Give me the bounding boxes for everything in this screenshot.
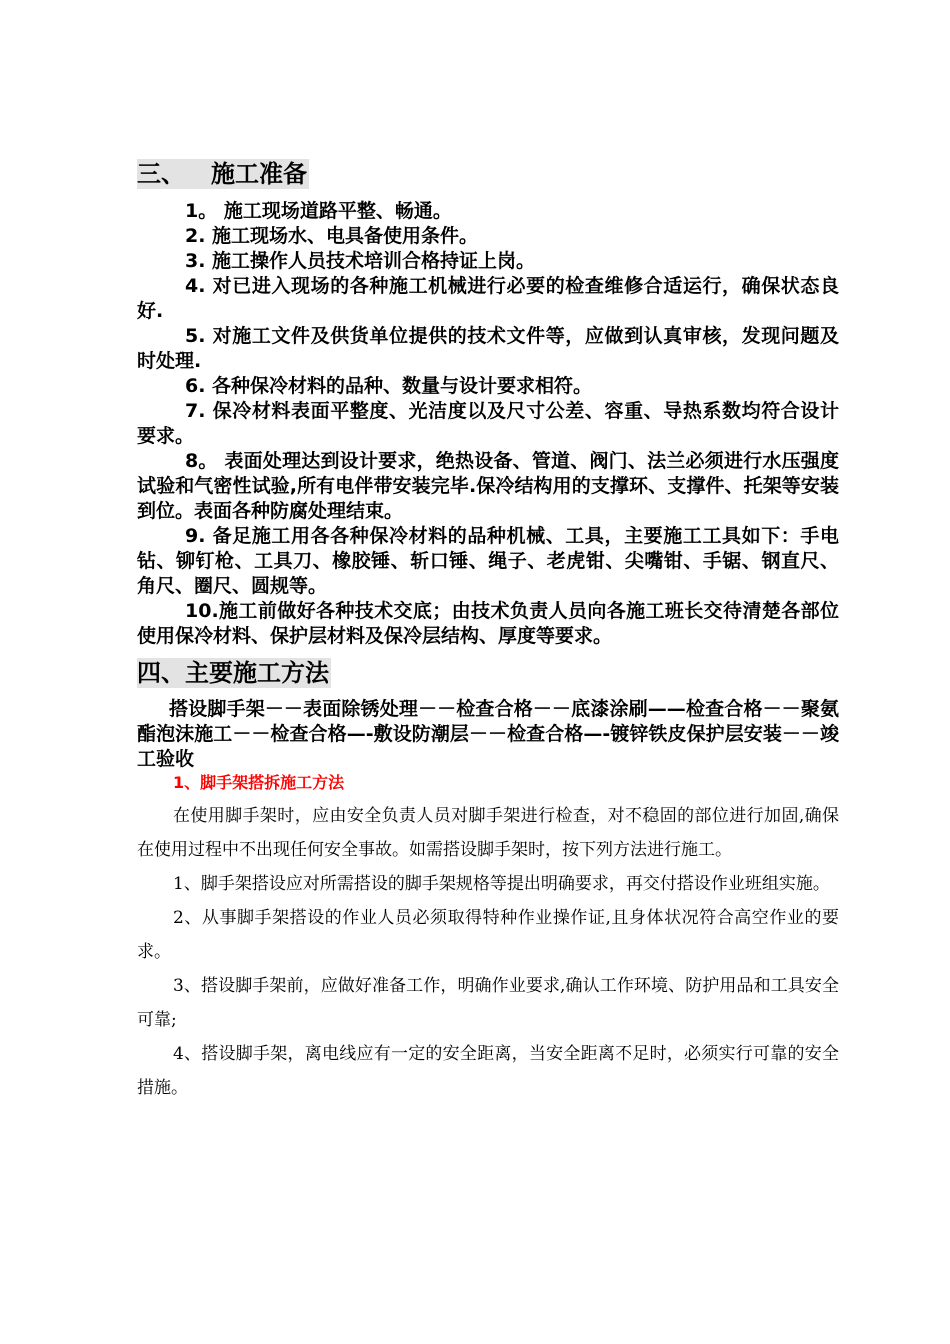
- prep-item-8: 8。 表面处理达到设计要求，绝热设备、管道、阀门、法兰必须进行水压强度试验和气密性试验,所有电伴带安装完毕.保冷结构用的支撑环、支撑件、托架等安装到位。表面各种防腐处理结束。: [137, 450, 839, 522]
- scaffold-paragraph-2: 2、从事脚手架搭设的作业人员必须取得特种作业操作证,且身体状况符合高空作业的要求。: [137, 908, 839, 962]
- scaffold-paragraph-4: 4、搭设脚手架，离电线应有一定的安全距离，当安全距离不足时，必须实行可靠的安全措施。: [137, 1044, 839, 1098]
- section-3-heading: [137, 159, 309, 189]
- prep-item-2: 2. 施工现场水、电具备使用条件。: [185, 225, 479, 247]
- prep-item-6: 6. 各种保冷材料的品种、数量与设计要求相符。: [185, 375, 593, 397]
- preparation-list: [137, 199, 839, 649]
- prep-item-10: 10.施工前做好各种技术交底；由技术负责人员向各施工班长交待清楚各部位使用保冷材料、保护层材料及保冷层结构、厚度等要求。: [137, 600, 839, 647]
- prep-item-3: 3. 施工操作人员技术培训合格持证上岗。: [185, 250, 536, 272]
- section-4-title: 四、主要施工方法: [137, 659, 329, 687]
- section-4-heading: [137, 658, 331, 688]
- prep-item-4: 4. 对已进入现场的各种施工机械进行必要的检查维修合适运行，确保状态良好.: [137, 275, 839, 322]
- section-3-number: 三、: [137, 160, 185, 188]
- section-3-title: 施工准备: [211, 160, 307, 188]
- prep-item-1: 1。 施工现场道路平整、畅通。: [185, 200, 452, 222]
- prep-item-5: 5. 对施工文件及供货单位提供的技术文件等，应做到认真审核，发现问题及时处理.: [137, 325, 839, 372]
- scaffold-paragraph-3: 3、搭设脚手架前，应做好准备工作，明确作业要求,确认工作环境、防护用品和工具安全可靠;: [137, 976, 839, 1030]
- prep-item-9: 9. 备足施工用各各种保冷材料的品种机械、工具，主要施工工具如下：手电钻、铆钉枪、工具刀、橡胶锤、斩口锤、绳子、老虎钳、尖嘴钳、手锯、钢直尺、角尺、圈尺、圆规等。: [137, 525, 839, 597]
- scaffold-paragraph-1: 1、脚手架搭设应对所需搭设的脚手架规格等提出明确要求，再交付搭设作业班组实施。: [173, 874, 830, 894]
- scaffold-paragraph-intro: 在使用脚手架时，应由安全负责人员对脚手架进行检查，对不稳固的部位进行加固,确保在使用过程中不出现任何安全事故。如需搭设脚手架时，按下列方法进行施工。: [137, 806, 839, 860]
- subsection-1-heading: 1、脚手架搭拆施工方法: [173, 773, 345, 792]
- prep-item-7: 7. 保冷材料表面平整度、光洁度以及尺寸公差、容重、导热系数均符合设计要求。: [137, 400, 839, 447]
- scaffold-method-text: [137, 799, 839, 1105]
- process-flow-text: 搭设脚手架－－表面除锈处理－－检查合格－－底漆涂刷——检查合格－－聚氨酯泡沫施工－－检查合格—-敷设防潮层－－检查合格—-镀锌铁皮保护层安装－－竣工验收: [137, 698, 839, 770]
